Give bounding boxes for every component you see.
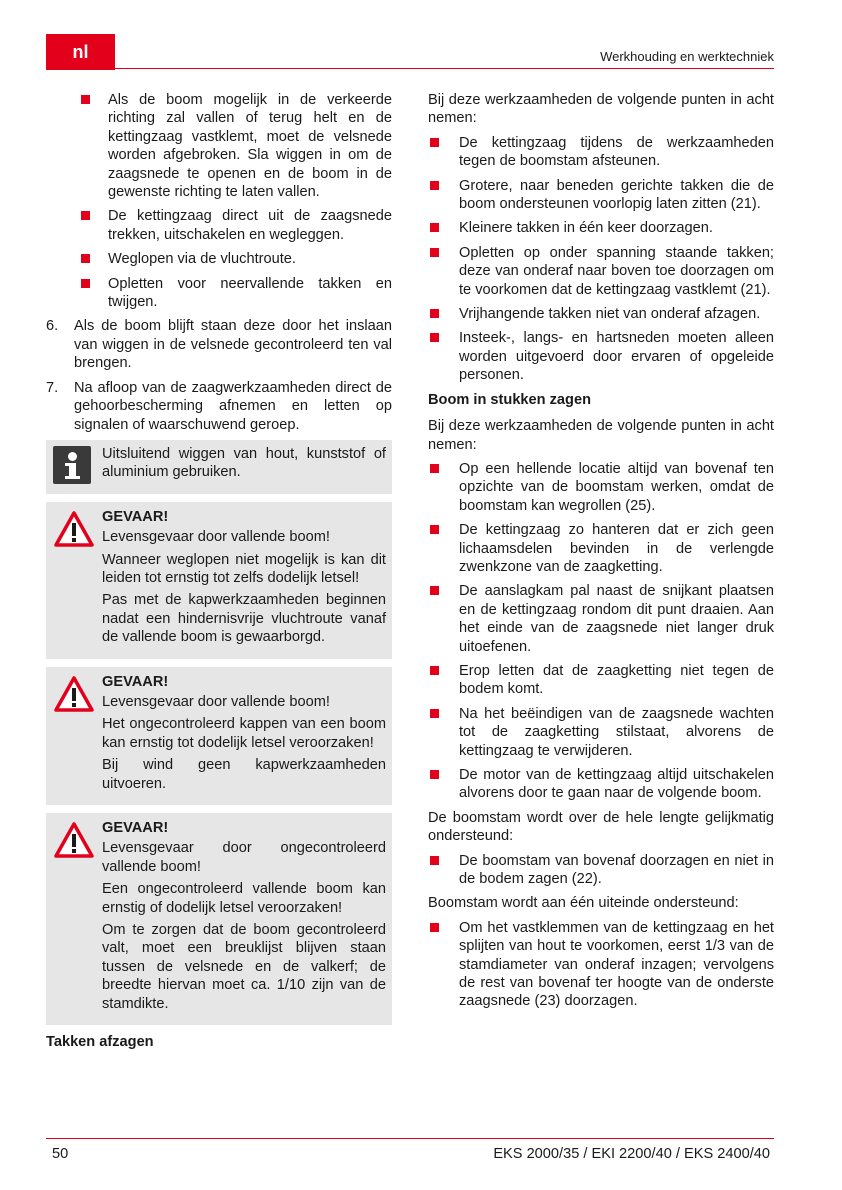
language-tab: nl	[46, 34, 115, 70]
square-bullet-icon	[430, 770, 439, 779]
danger-box-2	[46, 667, 392, 805]
left-column	[46, 91, 392, 1059]
square-bullet-icon	[430, 464, 439, 473]
list-item: De kettingzaag tijdens de werkzaamheden tegen de boomstam afsteunen.	[428, 134, 774, 171]
list-item: Om het vastklemmen van de kettingzaag en het splijten van hout te voorkomen, eerst 1/3 van de stamdiameter van onderaf inzagen; vervolgens de rest van bovenaf ter hoogte van de onderste zaagsnede (23) doorzagen.	[428, 919, 774, 1011]
info-icon	[53, 446, 91, 484]
list-item: De aanslagkam pal naast de snijkant plaatsen en de kettingzaag rondom dit punt draaien. Aan het einde van de zaagsnede niet langer druk uitoefenen.	[428, 582, 774, 656]
right-bullet-list-1	[428, 134, 774, 385]
list-item: De boomstam van bovenaf doorzagen en niet in de bodem zagen (22).	[428, 852, 774, 889]
list-item: De kettingzaag direct uit de zaagsnede trekken, uitschakelen en wegleggen.	[46, 207, 392, 244]
danger-box-3	[46, 813, 392, 1025]
paragraph-full-length: De boomstam wordt over de hele lengte gelijkmatig ondersteund:	[428, 809, 774, 845]
warning-triangle-icon	[53, 675, 95, 713]
danger-line: Een ongecontroleerd vallende boom kan ernstig of dodelijk letsel veroorzaken!	[102, 881, 386, 916]
list-item: De motor van de kettingzaag altijd uitschakelen alvorens door te gaan naar de volgende boom.	[428, 766, 774, 803]
square-bullet-icon	[430, 333, 439, 342]
warning-triangle-icon	[53, 510, 95, 548]
right-bullet-list-4	[428, 919, 774, 1011]
list-item: Als de boom mogelijk in de verkeerde richting zal vallen of terug helt en de kettingzaag vastklemt, moet de velsnede worden afgebroken. Sla wiggen in om de zaagsnede te openen en de boom in de gewenste richting te laten vallen.	[46, 91, 392, 201]
paragraph-one-end: Boomstam wordt aan één uiteinde ondersteund:	[428, 895, 739, 912]
danger-box-1	[46, 502, 392, 659]
heading-boom-in-stukken: Boom in stukken zagen	[428, 391, 591, 408]
square-bullet-icon	[430, 709, 439, 718]
list-item: Opletten op onder spanning staande takken; deze van onderaf naar boven toe doorzagen om te voorkomen dat de kettingzaag vastklemt (21).	[428, 244, 774, 299]
danger-line: Het ongecontroleerd kappen van een boom kan ernstig tot dodelijk letsel veroorzaken!	[102, 716, 386, 751]
square-bullet-icon	[430, 525, 439, 534]
section-title: Werkhouding en werktechniek	[600, 49, 774, 64]
list-item: Insteek-, langs- en hartsneden moeten alleen worden uitgevoerd door ervaren of opgeleide personen.	[428, 329, 774, 384]
square-bullet-icon	[430, 586, 439, 595]
right-bullet-list-2	[428, 460, 774, 803]
danger-line: Pas met de kapwerkzaamheden beginnen nadat een hindernisvrije vluchtroute vanaf de vallende boom is gewaarborgd.	[102, 592, 386, 646]
list-item: Opletten voor neervallende takken en twijgen.	[46, 275, 392, 312]
square-bullet-icon	[430, 223, 439, 232]
square-bullet-icon	[81, 95, 90, 104]
numbered-step: 6. Als de boom blijft staan deze door het inslaan van wiggen in de velsnede gecontroleerd ten val brengen.	[46, 318, 392, 372]
square-bullet-icon	[430, 138, 439, 147]
square-bullet-icon	[81, 279, 90, 288]
intro-paragraph: Bij deze werkzaamheden de volgende punten in acht nemen:	[428, 418, 774, 453]
info-text: Uitsluitend wiggen van hout, kunststof of aluminium gebruiken.	[102, 445, 386, 481]
heading-takken-afzagen: Takken afzagen	[46, 1034, 154, 1051]
square-bullet-icon	[430, 856, 439, 865]
footer-rule	[46, 1138, 774, 1139]
square-bullet-icon	[430, 181, 439, 190]
left-bullet-list	[46, 91, 392, 311]
list-item: Grotere, naar beneden gerichte takken die de boom ondersteunen voorlopig laten zitten (21).	[428, 177, 774, 214]
square-bullet-icon	[430, 666, 439, 675]
warning-triangle-icon	[53, 821, 95, 859]
danger-line: Wanneer weglopen niet mogelijk is kan dit leiden tot ernstig tot zelfs dodelijk letsel!	[102, 551, 386, 586]
square-bullet-icon	[430, 923, 439, 932]
danger-line: Levensgevaar door ongecontroleerd vallende boom!	[102, 840, 386, 875]
list-item: Op een hellende locatie altijd van bovenaf ten opzichte van de boomstam werken, omdat de boomstam kan wegrollen (25).	[428, 460, 774, 515]
danger-line: Levensgevaar door vallende boom!	[102, 693, 330, 710]
list-item: Erop letten dat de zaagketting niet tegen de bodem komt.	[428, 662, 774, 699]
header-rule	[115, 68, 774, 69]
list-item: Weglopen via de vluchtroute.	[46, 250, 392, 268]
numbered-steps	[46, 317, 392, 433]
page-number: 50	[52, 1146, 69, 1162]
square-bullet-icon	[430, 248, 439, 257]
danger-line: Levensgevaar door vallende boom!	[102, 529, 330, 546]
danger-title: GEVAAR!	[102, 673, 169, 690]
right-bullet-list-3	[428, 852, 774, 889]
square-bullet-icon	[81, 254, 90, 263]
numbered-step: 7. Na afloop van de zaagwerkzaamheden direct de gehoorbescherming afnemen en letten op signalen of waarschuwend geroep.	[46, 379, 392, 433]
info-box	[46, 440, 392, 494]
footer-models: EKS 2000/35 / EKI 2200/40 / EKS 2400/40	[493, 1146, 770, 1162]
danger-title: GEVAAR!	[102, 820, 169, 836]
intro-paragraph: Bij deze werkzaamheden de volgende punten in acht nemen:	[428, 92, 774, 127]
danger-line: Bij wind geen kapwerkzaamheden uitvoeren.	[102, 757, 386, 792]
right-column	[428, 91, 774, 1017]
list-item: De kettingzaag zo hanteren dat er zich geen lichaamsdelen bevinden in de verlengde zwenkzone van de zaagketting.	[428, 521, 774, 576]
danger-line: Om te zorgen dat de boom gecontroleerd valt, moet een breuklijst blijven staan tussen de velsnede en de valkerf; de breedte hiervan moet ca. 1/10 zijn van de stamdikte.	[102, 922, 386, 1012]
danger-title: GEVAAR!	[102, 508, 169, 525]
list-item: Kleinere takken in één keer doorzagen.	[428, 219, 774, 237]
list-item: Na het beëindigen van de zaagsnede wachten tot de zaagketting stilstaat, alvorens de kettingzaag te verwijderen.	[428, 705, 774, 760]
list-item: Vrijhangende takken niet van onderaf afzagen.	[428, 305, 774, 323]
square-bullet-icon	[430, 309, 439, 318]
square-bullet-icon	[81, 211, 90, 220]
